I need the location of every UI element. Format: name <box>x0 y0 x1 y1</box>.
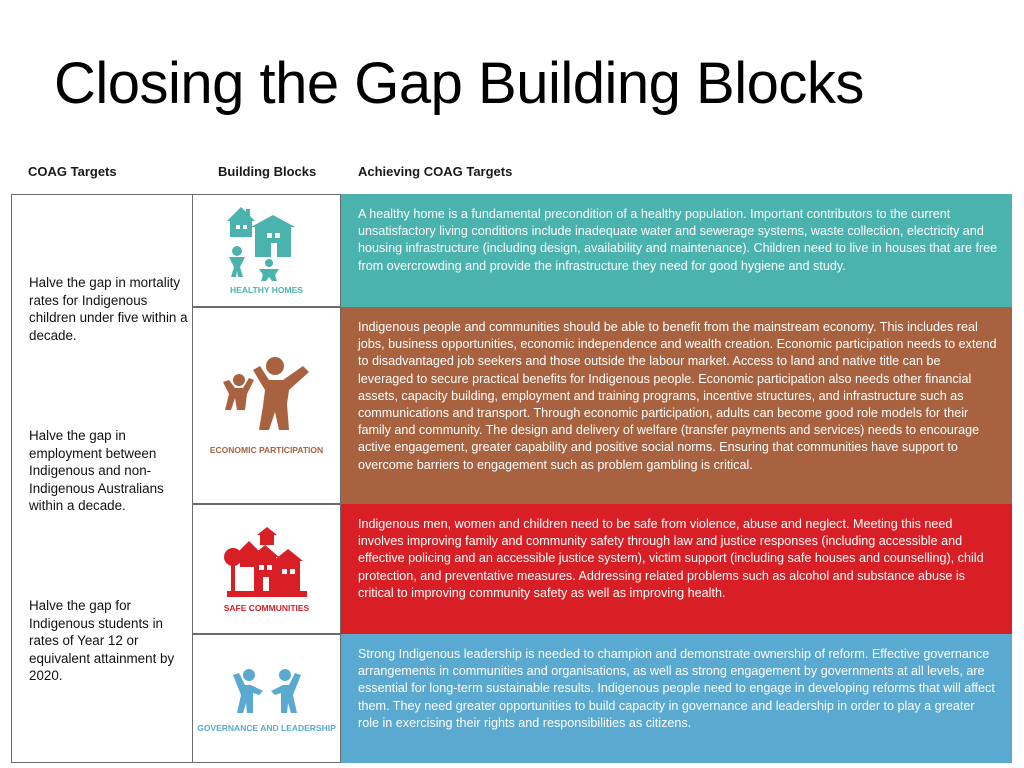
block-safe-communities <box>193 504 341 634</box>
target-employment: Halve the gap in employment between Indigenous and non-Indigenous Australians within a decade. <box>29 428 164 514</box>
block-label-governance-leadership: GOVERNANCE AND LEADERSHIP <box>197 723 336 733</box>
desc-safe-communities <box>341 504 1012 634</box>
block-label-healthy-homes: HEALTHY HOMES <box>230 285 303 295</box>
desc-economic-participation <box>341 307 1012 504</box>
desc-governance-leadership-text: Strong Indigenous leadership is needed to champion and demonstrate ownership of reform. Effective governance arrangements in communities and organisations, as well as strong engagement by governments at all levels, are essential for long-term sustainable results. Indigenous people need to engage in developing reforms that will affect them. They need greater opportunities to build capacity in governance and leadership in order to play a greater role in exercising their rights and responsibilities as citizens. <box>358 647 995 730</box>
header-achieving-targets: Achieving COAG Targets <box>358 164 513 179</box>
block-governance-leadership <box>193 634 341 763</box>
block-label-economic-participation: ECONOMIC PARTICIPATION <box>209 445 324 455</box>
block-economic-participation <box>193 307 341 504</box>
desc-healthy-homes-text: A healthy home is a fundamental precondition of a healthy population. Important contributors to the current unsatisfactory living conditions include inadequate water and sewerage systems, waste collection, electricity and housing infrastructure (including design, availability and maintenance). Children need to live in houses that are free from overcrowding and provide the infrastructure they need for good hygiene and study. <box>358 207 998 273</box>
governance-leadership-icon <box>193 635 341 764</box>
safe-communities-icon <box>193 505 341 635</box>
desc-safe-communities-text: Indigenous men, women and children need to be safe from violence, abuse and neglect. Meeting this need involves improving family and community safety through law and justice responses (including accessible and effective policing and an accessible justice system), victim support (including safe houses and counselling), child protection, and preventative measures. Addressing related problems such as alcohol and substance abuse is critical to improving community safety as well as improving health. <box>358 517 984 600</box>
desc-healthy-homes <box>341 194 1012 307</box>
block-label-safe-communities: SAFE COMMUNITIES <box>223 603 310 613</box>
target-child-mortality: Halve the gap in mortality rates for Indigenous children under five within a decade. <box>29 275 188 343</box>
coag-targets-column <box>11 194 193 763</box>
header-coag-targets: COAG Targets <box>28 164 117 179</box>
block-healthy-homes <box>193 194 341 307</box>
desc-governance-leadership <box>341 634 1012 763</box>
header-building-blocks: Building Blocks <box>218 164 317 179</box>
target-year12: Halve the gap for Indigenous students in rates of Year 12 or equivalent attainment by 2020. <box>29 598 175 684</box>
economic-participation-icon <box>193 308 341 505</box>
desc-economic-participation-text: Indigenous people and communities should be able to benefit from the mainstream economy. This includes real jobs, business opportunities, economic independence and wealth creation. Economic participation needs to extend to disadvantaged job seekers and those outside the labour market. Access to land and native title can be leveraged to secure practical benefits for Indigenous people. Economic participation also needs other financial assets, capacity building, employment and training programs, incentive structures, and infrastructure such as communications and transport. Through economic participation, adults can become good role models for their family and community. The design and delivery of welfare (transfer payments and services) needs to encourage active engagement, greater capability and positive social norms. Ensuring that communities have support to overcome barriers to engagement such as problem gambling is critical. <box>358 320 997 472</box>
slide-title: Closing the Gap Building Blocks <box>54 51 864 116</box>
